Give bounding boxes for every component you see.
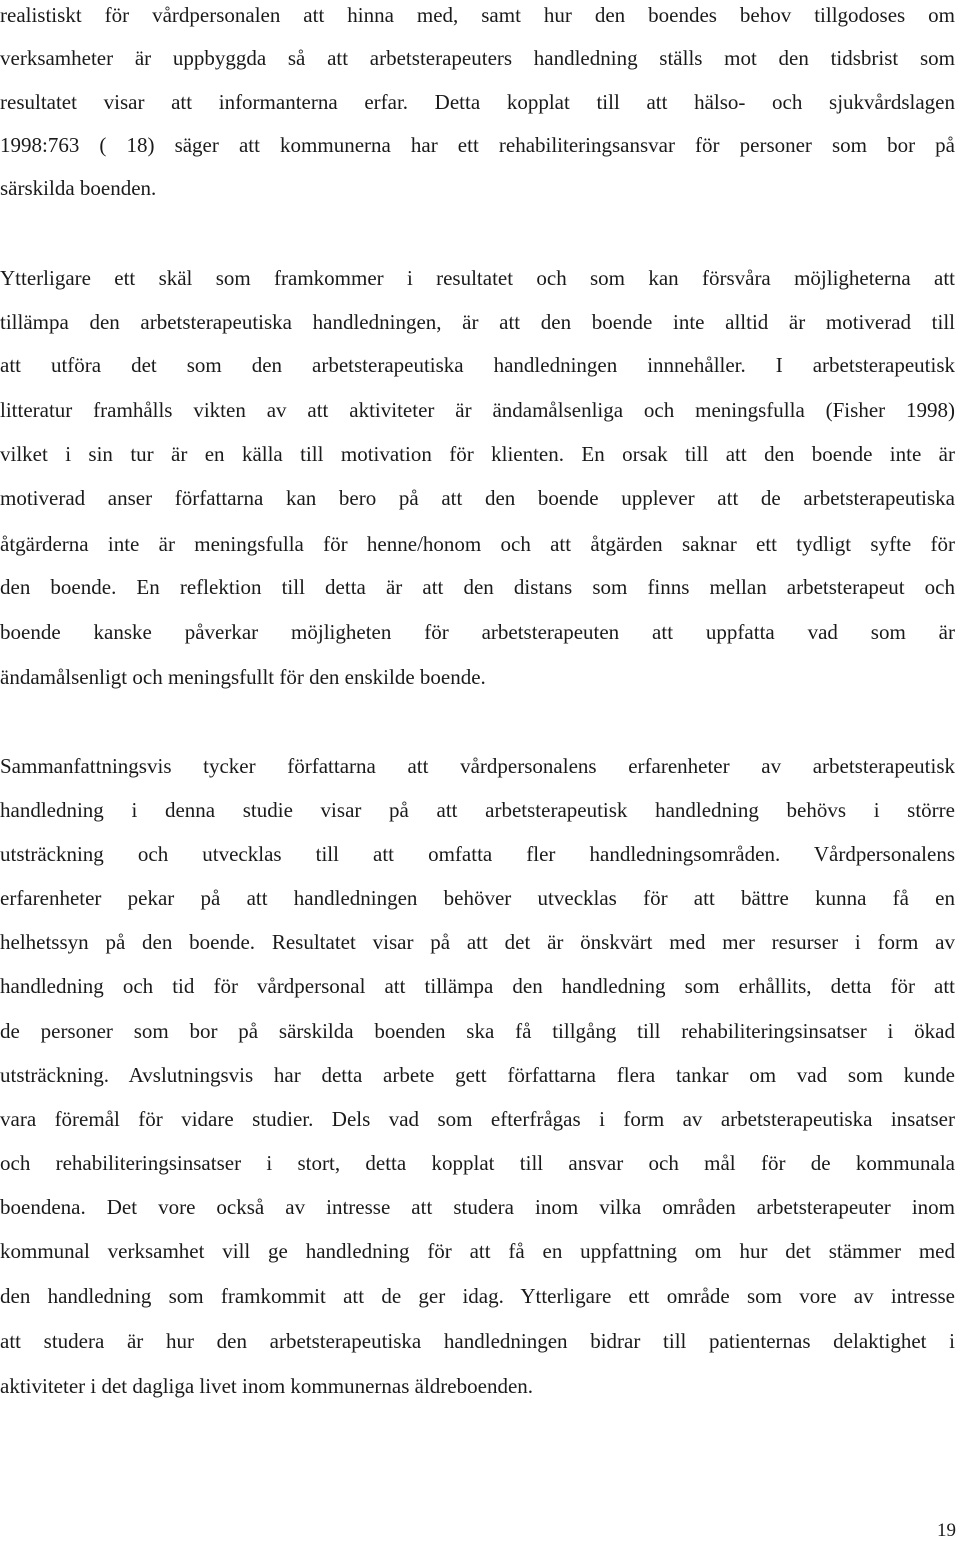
text-line: vara föremål för vidare studier. Dels vad som efterfrågas i form av arbetsterapeutiska insatser	[0, 1107, 955, 1131]
text-line: Ytterligare ett skäl som framkommer i resultatet och som kan försvåra möjligheterna att	[0, 266, 955, 290]
text-line: motiverad anser författarna kan bero på att den boende upplever att de arbetsterapeutiska	[0, 486, 955, 510]
text-line: särskilda boenden.	[0, 176, 157, 200]
text-line: helhetssyn på den boende. Resultatet visar på att det är önskvärt med mer resurser i form av	[0, 930, 955, 954]
text-line: boende kanske påverkar möjligheten för arbetsterapeuten att uppfatta vad som är	[0, 620, 955, 644]
text-line: erfarenheter pekar på att handledningen behöver utvecklas för att bättre kunna få en	[0, 886, 955, 910]
text-line: de personer som bor på särskilda boenden ska få tillgång till rehabiliteringsinsatser i ökad	[0, 1019, 955, 1043]
text-line: kommunal verksamhet vill ge handledning för att få en uppfattning om hur det stämmer med	[0, 1239, 955, 1263]
text-line: utsträckning. Avslutningsvis har detta arbete gett författarna flera tankar om vad som kunde	[0, 1063, 955, 1087]
text-line: verksamheter är uppbyggda så att arbetsterapeuters handledning ställs mot den tidsbrist som	[0, 46, 955, 70]
text-line: 1998:763 ( 18) säger att kommunerna har ett rehabiliteringsansvar för personer som bor på	[0, 133, 955, 157]
page-number: 19	[937, 1520, 956, 1541]
text-line: ändamålsenligt och meningsfullt för den enskilde boende.	[0, 665, 486, 689]
text-line: utsträckning och utvecklas till att omfatta fler handledningsområden. Vårdpersonalens	[0, 842, 955, 866]
text-line: den handledning som framkommit att de ger idag. Ytterligare ett område som vore av intresse	[0, 1284, 955, 1308]
text-line: handledning i denna studie visar på att arbetsterapeutisk handledning behövs i större	[0, 798, 955, 822]
text-line: den boende. En reflektion till detta är att den distans som finns mellan arbetsterapeut och	[0, 575, 955, 599]
text-line: realistiskt för vårdpersonalen att hinna med, samt hur den boendes behov tillgodoses om	[0, 3, 955, 27]
text-line: åtgärderna inte är meningsfulla för henne/honom och att åtgärden saknar ett tydligt syfte för	[0, 532, 955, 556]
text-line: tillämpa den arbetsterapeutiska handledningen, är att den boende inte alltid är motiverad till	[0, 310, 955, 334]
text-line: att studera är hur den arbetsterapeutiska handledningen bidrar till patienternas delaktighet i	[0, 1329, 955, 1353]
text-line: aktiviteter i det dagliga livet inom kommunernas äldreboenden.	[0, 1374, 534, 1398]
text-line: handledning och tid för vårdpersonal att tillämpa den handledning som erhållits, detta för att	[0, 974, 955, 998]
text-line: boendena. Det vore också av intresse att studera inom vilka områden arbetsterapeuter inom	[0, 1195, 955, 1219]
text-line: resultatet visar att informanterna erfar. Detta kopplat till att hälso- och sjukvårdslagen	[0, 90, 955, 114]
text-line: vilket i sin tur är en källa till motivation för klienten. En orsak till att den boende inte är	[0, 442, 955, 466]
text-line: att utföra det som den arbetsterapeutiska handledningen innnehåller. I arbetsterapeutisk	[0, 353, 955, 377]
text-line: och rehabiliteringsinsatser i stort, detta kopplat till ansvar och mål för de kommunala	[0, 1151, 955, 1175]
text-line: Sammanfattningsvis tycker författarna att vårdpersonalens erfarenheter av arbetsterapeutisk	[0, 754, 955, 778]
text-line: litteratur framhålls vikten av att aktiviteter är ändamålsenliga och meningsfulla (Fisher 1998)	[0, 398, 955, 422]
